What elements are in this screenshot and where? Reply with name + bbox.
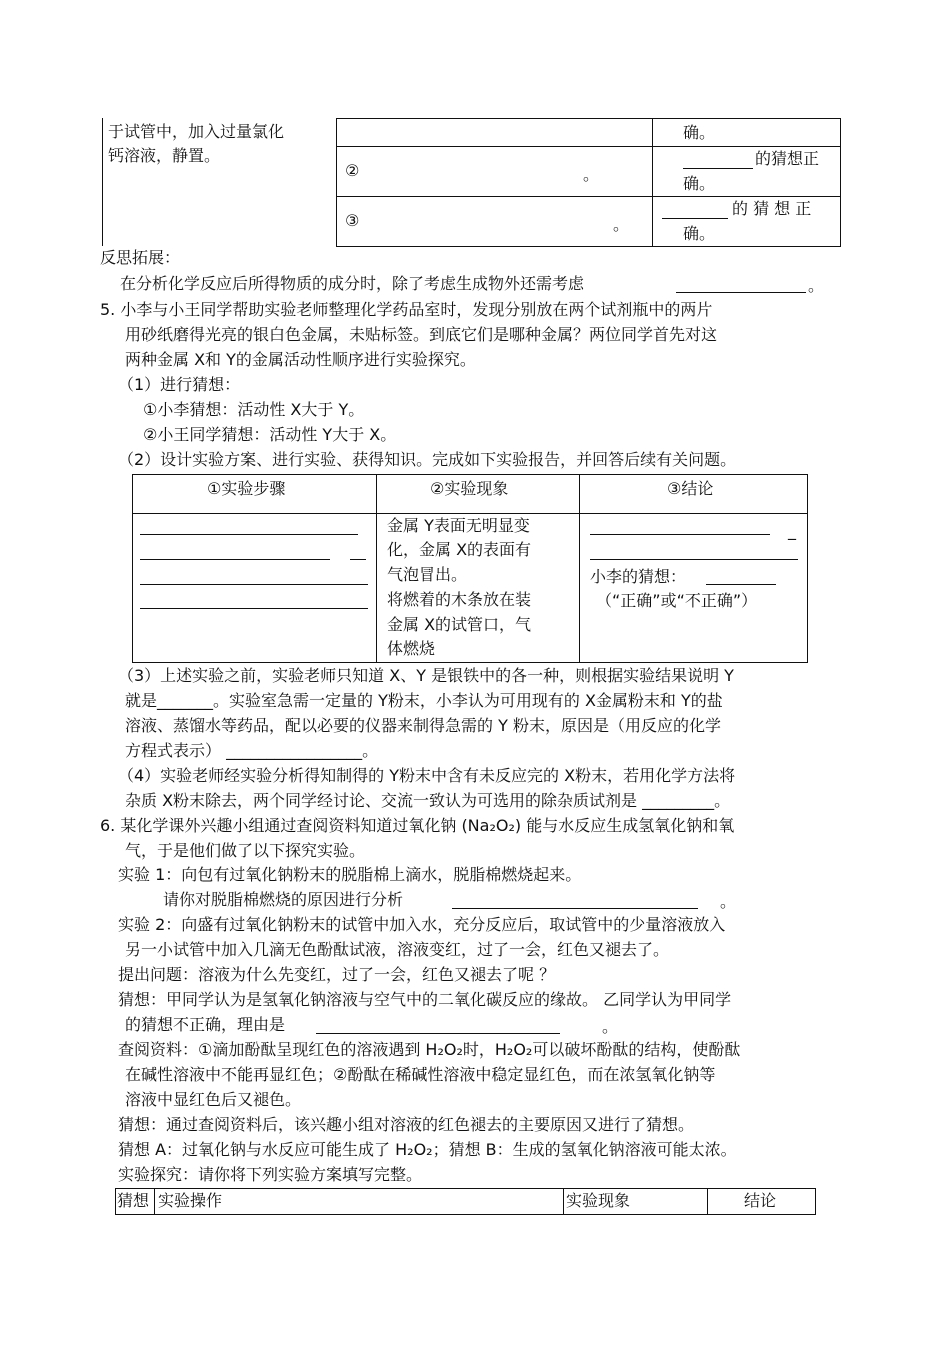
table-header: 结论 [744, 1191, 777, 1210]
q5-line3: 两种金属 X和 Y的金属活动性顺序进行实验探究。 [125, 350, 476, 369]
reflection-end: 。 [808, 276, 825, 295]
table-border [132, 474, 133, 663]
q6-exp2-b: 另一小试管中加入几滴无色酚酞试液，溶液变红，过了一会，红色又褪去了。 [125, 940, 670, 959]
table-border [132, 474, 808, 475]
table-border [336, 118, 841, 119]
conclusion-label: 小李的猜想： [590, 567, 687, 586]
q6-ref-a: 查阅资料：①滴加酚酞呈现红色的溶液遇到 H₂O₂时，H₂O₂可以破坏酚酞的结构，使酚酞 [118, 1040, 741, 1059]
q5-part3-line1: （3）上述实验之前，实验老师只知道 X、Y 是银铁中的各一种，则根据实验结果说明 Y [118, 666, 734, 685]
answer-blank[interactable] [452, 908, 698, 909]
table-header: ②实验现象 [430, 479, 509, 498]
reflection-text: 在分析化学反应后所得物质的成分时，除了考虑生成物外还需考虑 [120, 274, 585, 293]
conclusion-options: （“正确”或“不正确”） [596, 591, 758, 610]
answer-blank[interactable] [140, 608, 368, 609]
phenomenon-text: 金属 Y表面无明显变 [387, 516, 530, 535]
answer-blank[interactable] [590, 559, 798, 560]
q6-guess-a: 猜想：甲同学认为是氢氧化钠溶液与空气中的二氧化碳反应的缘故。 乙同学认为甲同学 [118, 990, 732, 1009]
q6-guess2: 猜想：通过查阅资料后，该兴趣小组对溶液的红色褪去的主要原因又进行了猜想。 [118, 1115, 695, 1134]
q5-part2: （2）设计实验方案、进行实验、获得知识。完成如下实验报告，并回答后续有关问题。 [118, 450, 737, 469]
q6-explore: 实验探究：请你将下列实验方案填写完整。 [118, 1165, 423, 1184]
table-header: ①实验步骤 [207, 479, 286, 498]
q5-part3-line3: 溶液、蒸馏水等药品，配以必要的仪器来制得急需的 Y 粉末，原因是（用反应的化学 [125, 716, 721, 735]
q5-part4-line2: 杂质 X粉末除去，两个同学经讨论、交流一致认为可选用的除杂质试剂是 _________。 [125, 791, 731, 810]
answer-blank[interactable] [140, 534, 358, 535]
table-cell-text: 钙溶液，静置。 [108, 146, 221, 165]
answer-blank[interactable] [140, 584, 368, 585]
q5-part1: （1）进行猜想： [118, 375, 241, 394]
table-cell-text: 于试管中，加入过量氯化 [108, 122, 285, 141]
q6-ref-c: 溶液中显红色后又褪色。 [125, 1090, 302, 1109]
table-border [132, 662, 808, 663]
table-border [652, 118, 653, 246]
table-border [115, 1188, 116, 1215]
table-cell-text: 的 猜 想 正 [732, 199, 812, 218]
table-border [707, 1188, 708, 1215]
table-cell-text: 。 [583, 165, 600, 184]
phenomenon-text: 将燃着的木条放在装 [387, 590, 532, 609]
q5-guess2: ②小王同学猜想：活动性 Y大于 X。 [143, 425, 397, 444]
table-cell-num: ② [345, 161, 360, 180]
phenomenon-text: 金属 X的试管口，气 [387, 615, 532, 634]
answer-blank[interactable] [676, 292, 806, 293]
q5-part3-line4: 方程式表示） _________________。 [125, 741, 379, 760]
q5-part4-line1: （4）实验老师经实验分析得知制得的 Y粉末中含有未反应完的 X粉末，若用化学方法将 [118, 766, 736, 785]
table-border [376, 474, 377, 663]
q6-line2: 气，于是他们做了以下探究实验。 [125, 841, 366, 860]
table-border [154, 1188, 155, 1215]
table-border [115, 1214, 816, 1215]
answer-blank[interactable] [316, 1033, 560, 1034]
q5-part3-line2: 就是_______。实验室急需一定量的 Y粉末，小李认为可用现有的 X金属粉末和 Y的盐 [125, 691, 723, 710]
table-header: 实验现象 [566, 1191, 631, 1210]
table-cell-text: 确。 [683, 123, 716, 142]
table-border [102, 118, 103, 246]
q6-question: 提出问题：溶液为什么先变红，过了一会，红色又褪去了呢 ？ [118, 965, 556, 984]
phenomenon-text: 体燃烧 [387, 639, 436, 658]
q5-line1: 5. 小李与小王同学帮助实验老师整理化学药品室时，发现分别放在两个试剂瓶中的两片 [100, 300, 713, 319]
table-border [336, 118, 337, 246]
q6-exp2-a: 实验 2：向盛有过氧化钠粉末的试管中加入水，充分反应后，取试管中的少量溶液放入 [118, 915, 726, 934]
answer-blank[interactable] [662, 218, 728, 219]
phenomenon-text: 气泡冒出。 [387, 565, 468, 584]
q6-guess-b: 的猜想不正确，理由是 [125, 1015, 286, 1034]
answer-blank[interactable] [140, 559, 330, 560]
blank-dash: _ [788, 521, 796, 540]
q6-line1: 6. 某化学课外兴趣小组通过查阅资料知道过氧化钠 (Na₂O₂) 能与水反应生成氢氧化钠和氧 [100, 816, 735, 835]
table-border [579, 474, 580, 663]
q6-guess3: 猜想 A：过氧化钠与水反应可能生成了 H₂O₂；猜想 B：生成的氢氧化钠溶液可能太浓。 [118, 1140, 737, 1159]
answer-blank[interactable] [350, 559, 366, 560]
q6-exp1: 实验 1：向包有过氧化钠粉末的脱脂棉上滴水，脱脂棉燃烧起来。 [118, 865, 582, 884]
table-header: 猜想 [117, 1191, 150, 1210]
table-cell-text: 确。 [683, 174, 716, 193]
phenomenon-text: 化，金属 X的表面有 [387, 540, 532, 559]
table-border [840, 118, 841, 246]
table-border [807, 474, 808, 663]
table-border [563, 1188, 564, 1215]
answer-blank[interactable] [590, 534, 770, 535]
table-cell-num: ③ [345, 211, 360, 230]
q6-ref-b: 在碱性溶液中不能再显红色；②酚酞在稀碱性溶液中稳定显红色，而在浓氢氧化钠等 [125, 1065, 716, 1084]
q5-guess1: ①小李猜想：活动性 X大于 Y。 [143, 400, 365, 419]
answer-blank[interactable] [706, 584, 776, 585]
q6-exp1-ask: 请你对脱脂棉燃烧的原因进行分析 [163, 890, 404, 909]
table-cell-text: 的猜想正 [755, 149, 820, 168]
table-border [336, 246, 841, 247]
reflection-heading: 反思拓展： [100, 248, 181, 267]
q6-guess-end: 。 [602, 1017, 619, 1036]
q6-exp1-end: 。 [720, 892, 737, 911]
q5-line2: 用砂纸磨得光亮的银白色金属，未贴标签。到底它们是哪种金属？两位同学首先对这 [125, 325, 718, 344]
table-header: ③结论 [667, 479, 714, 498]
table-header: 实验操作 [158, 1191, 223, 1210]
table-border [815, 1188, 816, 1215]
table-cell-text: 确。 [683, 224, 716, 243]
answer-blank[interactable] [683, 168, 753, 169]
table-cell-text: 。 [613, 215, 630, 234]
